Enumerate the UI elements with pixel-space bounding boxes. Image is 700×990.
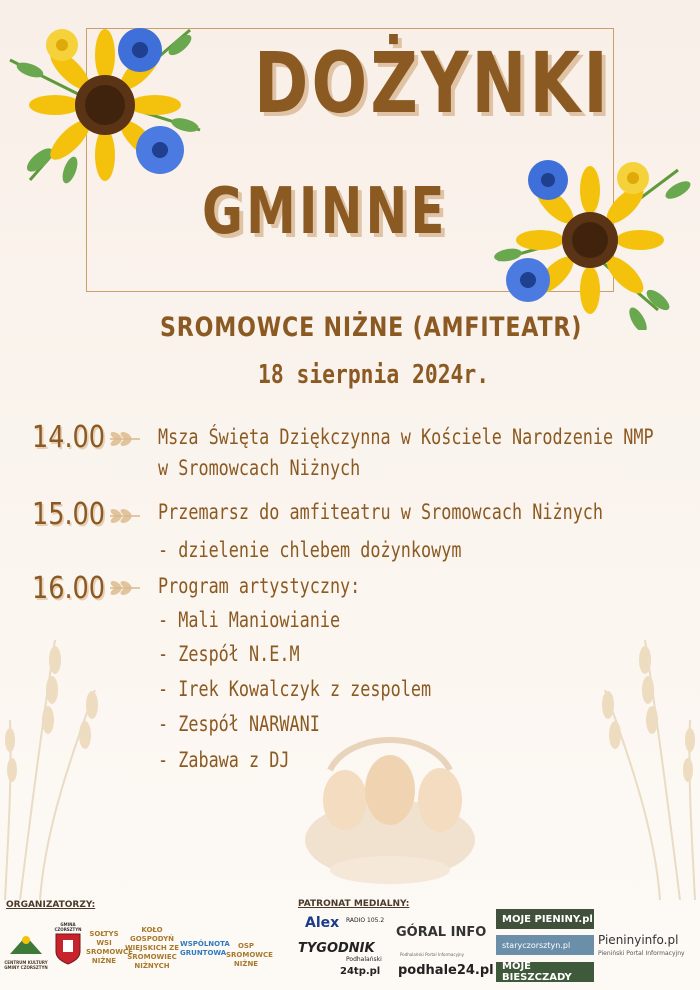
schedule-line: Program artystyczny: bbox=[158, 574, 361, 598]
sunflower-bouquet-right bbox=[478, 130, 700, 330]
wheat-sprig-icon bbox=[108, 428, 142, 450]
wheat-sprig-icon bbox=[108, 577, 142, 599]
wheat-sprig-icon bbox=[108, 505, 142, 527]
schedule-line: Przemarsz do amfiteatru w Sromowcach Niżnych bbox=[158, 500, 604, 524]
bread-basket-decoration bbox=[290, 730, 490, 890]
schedule-line: - Zabawa z DJ bbox=[158, 748, 290, 772]
event-venue: SROMOWCE NIŻNE (AMFITEATR) bbox=[160, 312, 583, 343]
schedule-time-2: 15.00 bbox=[32, 497, 106, 532]
schedule-line: - Mali Maniowianie bbox=[158, 608, 341, 632]
media-patronage-label: PATRONAT MEDIALNY: bbox=[298, 899, 410, 909]
schedule-line: - dzielenie chlebem dożynkowym bbox=[158, 538, 462, 562]
podhale24-logo: podhale24.pl bbox=[398, 963, 494, 978]
gmina-coat-of-arms-icon bbox=[54, 932, 82, 966]
goral-info-logo: GÓRAL INFO bbox=[396, 925, 487, 940]
goral-info-sub: Podhalański Portal Informacyjny bbox=[400, 952, 464, 957]
organizer-name: GMINA CZORSZTYN bbox=[54, 922, 82, 933]
organizer-name: WSPÓLNOTA GRUNTOWA bbox=[180, 940, 230, 958]
wheat-left-decoration bbox=[0, 620, 140, 900]
poster-title-line2: GMINNE bbox=[202, 175, 448, 249]
pieniny-info-sub: Pieniński Portal Informacyjny bbox=[598, 950, 685, 957]
poster-title-line1: DOŻYNKI bbox=[254, 34, 611, 132]
organizer-name: OSP SROMOWCE NIŻNE bbox=[226, 942, 273, 969]
moje-pieniny-logo: MOJE PIENINY.pl bbox=[496, 909, 594, 929]
staryczorsztyn-logo: staryczorsztyn.pl bbox=[496, 935, 594, 955]
pieniny-info-logo: Pieninyinfo.pl bbox=[598, 933, 679, 947]
schedule-line: - Zespół NARWANI bbox=[158, 712, 320, 736]
alex-radio-sub: RADIO 105.2 bbox=[346, 917, 385, 924]
schedule-line: Msza Święta Dziękczynna w Kościele Narodzenie NMP bbox=[158, 425, 654, 449]
moje-bieszczady-logo: MOJE BIESZCZADY bbox=[496, 962, 594, 982]
tygodnik-logo: TYGODNIK bbox=[298, 941, 375, 956]
schedule-time-3: 16.00 bbox=[32, 571, 106, 606]
organizer-name: KOŁO GOSPODYŃ WIEJSKICH ZE SROMOWIEC NIŻNYCH bbox=[124, 926, 180, 971]
alex-radio-logo: Alex bbox=[305, 915, 340, 931]
schedule-line: - Irek Kowalczyk z zespolem bbox=[158, 677, 432, 701]
wheat-right-decoration bbox=[560, 620, 700, 900]
culture-center-logo-icon bbox=[6, 930, 46, 958]
organizer-name: SOŁTYS WSI SROMOWCE NIŻNE bbox=[86, 930, 133, 966]
24tp-logo: 24tp.pl bbox=[340, 966, 381, 977]
sunflower-bouquet-left bbox=[0, 0, 220, 220]
organizer-name: CENTRUM KULTURY GMINY CZORSZTYN bbox=[4, 960, 48, 971]
schedule-line: w Sromowcach Niżnych bbox=[158, 456, 361, 480]
event-date: 18 sierpnia 2024r. bbox=[258, 360, 490, 390]
schedule-time-1: 14.00 bbox=[32, 420, 106, 455]
schedule-line: - Zespół N.E.M bbox=[158, 642, 300, 666]
tygodnik-sub: Podhalański bbox=[346, 956, 382, 963]
organizers-label: ORGANIZATORZY: bbox=[6, 900, 96, 910]
